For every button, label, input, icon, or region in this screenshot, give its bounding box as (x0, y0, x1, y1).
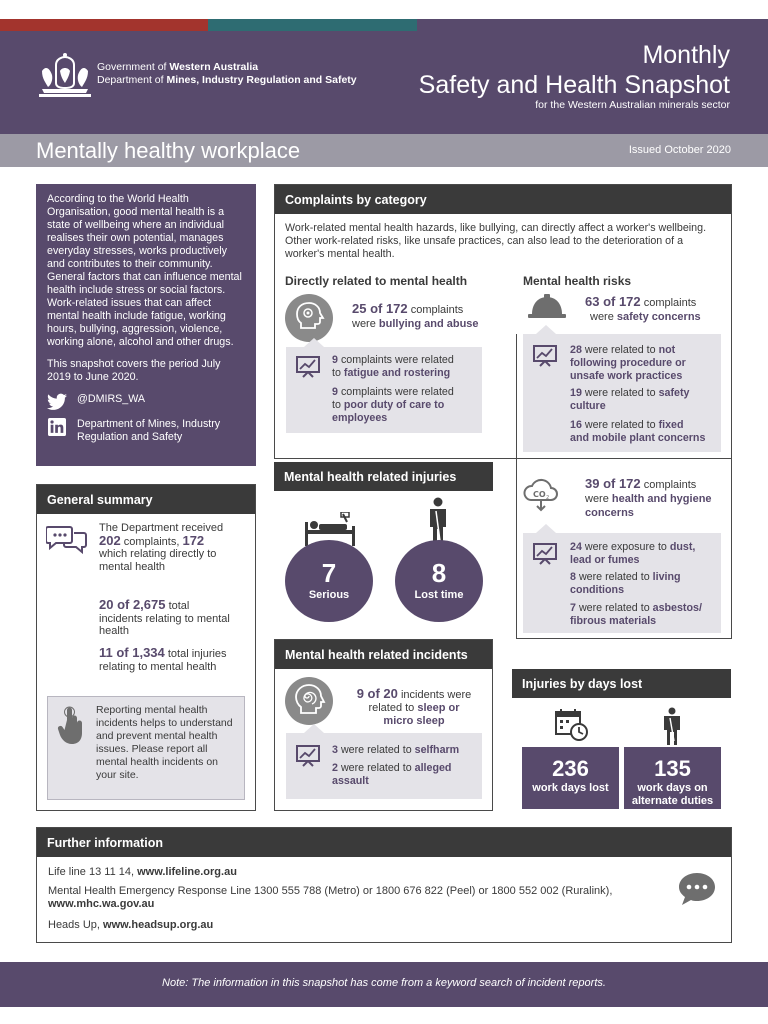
headsup-prefix: Heads Up, (48, 919, 100, 931)
pointer-direct (304, 338, 324, 347)
gov-line2-prefix: Department of (97, 74, 167, 86)
incidents-text: incidents relating to mental health (99, 612, 230, 637)
stripe-red (0, 19, 208, 31)
page-title: Mentally healthy workplace (36, 138, 301, 163)
complaints-total: 202 (99, 532, 121, 548)
mhc-link[interactable]: www.mhc.wa.gov.au (48, 898, 155, 910)
complaints-word: complaints, (123, 535, 180, 548)
risk-item2-bold1: safety (658, 387, 690, 399)
report-reminder-box (47, 696, 245, 800)
complaints-mental: 172 (182, 532, 205, 548)
incidents-line2-prefix: related to (368, 702, 415, 714)
incidents-text-first: total (168, 600, 190, 612)
headsup-link[interactable]: www.headsup.org.au (103, 919, 214, 931)
hygiene-stat-suffix: complaints (643, 479, 697, 491)
complaints-mental-text: which relating directly to mental health (99, 548, 217, 573)
general-summary-title: General summary (37, 485, 255, 514)
lifeline-line (48, 866, 237, 879)
alternate-duties-box (624, 747, 721, 809)
risks-stat-line2-bold: safety concerns (616, 311, 701, 323)
mhc-text: Mental Health Emergency Response Line 1300 555 788 (Metro) or 1800 676 822 (Peel) or 1800 552 002 (Ruralink), (48, 885, 613, 897)
header-subtitle: for the Western Australian minerals sector (535, 99, 730, 111)
linkedin-icon (47, 418, 67, 436)
further-title: Further information (37, 828, 731, 857)
hyg-item1-num: 24 (570, 541, 582, 553)
hyg-item2 (570, 571, 720, 597)
risk-item1-bold3: unsafe work practices (570, 370, 683, 382)
person-icon (661, 707, 683, 745)
complaints-title: Complaints by category (275, 185, 731, 214)
injuries-summary (99, 647, 249, 673)
hyg-item1-bold2: lead or fumes (570, 554, 640, 566)
direct-stat-line2-bold: bullying and abuse (378, 318, 479, 330)
hygiene-items-box (523, 533, 721, 633)
direct-item1-line2-prefix: to (332, 367, 341, 379)
risk-item1-bold2: following procedure or (570, 357, 686, 369)
risks-title: Mental health risks (523, 274, 632, 288)
direct-item2-text: complaints were related (340, 386, 454, 398)
risks-stat-suffix: complaints (643, 297, 697, 309)
direct-item1-text: complaints were related (340, 354, 454, 366)
risk-item1-text: were related to (584, 344, 656, 356)
work-days-lost-box (522, 747, 619, 809)
direct-stat: 25 of 172 (352, 301, 408, 316)
pointer-hygiene (536, 524, 556, 533)
color-stripe (0, 19, 768, 31)
co2-cloud-icon (521, 476, 561, 512)
incidents-stat-suffix: incidents were (400, 689, 472, 701)
incidents-items-box (286, 733, 482, 799)
injuries-title: Mental health related injuries (274, 462, 493, 491)
hygiene-line2-bold: health and hygiene (611, 493, 712, 505)
incidents-title: Mental health related incidents (275, 640, 492, 669)
hyg-item2-bold2: conditions (570, 584, 625, 596)
incidents-stat-block (352, 687, 476, 728)
general-summary-panel (36, 484, 256, 811)
serious-label: Serious (308, 589, 350, 601)
serious-num: 7 (321, 558, 337, 588)
chart-board-icon (296, 745, 320, 767)
chat-bubbles-icon (46, 524, 88, 556)
incidents-summary (99, 599, 249, 638)
hygiene-line3-bold: concerns (585, 507, 634, 519)
direct-stat-suffix: complaints (410, 304, 464, 316)
direct-stat-line2-prefix: were (352, 318, 376, 330)
risk-item3-bold1: fixed (658, 419, 684, 431)
hygiene-line2-prefix: were (585, 493, 609, 505)
direct-title: Directly related to mental health (285, 274, 468, 288)
direct-items-box (286, 347, 482, 433)
chart-board-icon (533, 345, 557, 367)
work-days-label: work days lost (532, 782, 609, 794)
lost-label: Lost time (414, 589, 464, 601)
hyg-item3 (570, 602, 720, 628)
risk-item3 (570, 419, 720, 445)
section-bar (0, 134, 768, 167)
title-line1: Monthly (642, 41, 730, 69)
risks-stat: 63 of 172 (585, 294, 641, 309)
alt-days-num: 135 (654, 756, 691, 781)
days-lost-title: Injuries by days lost (512, 669, 731, 698)
intro-box (36, 184, 256, 466)
direct-item2-num: 9 (332, 386, 338, 398)
hyg-item3-bold1: asbestos/ (652, 602, 702, 614)
gov-line2-bold: Mines, Industry Regulation and Safety (166, 74, 357, 86)
svg-text:2: 2 (546, 495, 550, 501)
complaints-intro: Work-related mental health hazards, like bullying, can directly affect a worker's wellbeing. Other work-related risks, like unsafe practices, can also lead to the deterioration of a worker's mental health. (285, 222, 707, 260)
risks-stat-block (585, 295, 701, 324)
twitter-row[interactable] (47, 393, 245, 411)
lifeline-prefix: Life line 13 11 14, (48, 866, 135, 878)
hyg-item1 (570, 541, 720, 567)
period-paragraph: This snapshot covers the period July 2019 to June 2020. (47, 358, 221, 383)
injuries-text-first: total injuries (167, 648, 227, 660)
risk-item2-text: were related to (584, 387, 656, 399)
work-days-num: 236 (552, 756, 589, 781)
injuries-text: relating to mental health (99, 660, 217, 673)
wa-crest-logo (36, 53, 94, 101)
risk-item2-bold2: culture (570, 400, 606, 412)
twitter-handle: @DMIRS_WA (77, 393, 146, 405)
incidents-item1-bold: selfharm (414, 744, 460, 756)
incidents-item2 (332, 762, 478, 788)
spiral-head-icon (285, 677, 333, 725)
stripe-purple (417, 19, 768, 31)
hyg-item3-bold2: fibrous materials (570, 615, 657, 627)
hyg-item2-text: were related to (578, 571, 650, 583)
title-line2: Safety and Health Snapshot (418, 71, 730, 99)
risk-item3-bold2: and mobile plant concerns (570, 432, 706, 444)
footer-note: Note: The information in this snapshot has come from a keyword search of incident reports. (0, 962, 768, 1007)
risk-item2 (570, 387, 720, 413)
hyg-item2-num: 8 (570, 571, 576, 583)
incidents-item1-num: 3 (332, 744, 338, 756)
direct-item1-line2-bold: fatigue and rostering (343, 367, 451, 379)
calendar-clock-icon (555, 708, 589, 742)
twitter-icon (47, 393, 67, 411)
risks-items-box (523, 334, 721, 452)
injuries-stat: 11 of 1,334 (99, 645, 165, 660)
direct-item1 (332, 354, 478, 380)
issued-date: Issued October 2020 (628, 144, 731, 156)
report-text: Reporting mental health incidents helps to understand and prevent mental health issues. Please report all mental health incidents on your site. (96, 704, 233, 781)
risk-item1 (570, 344, 720, 383)
incidents-item2-bold2: assault (332, 775, 369, 787)
received-prefix: The Department received (99, 522, 224, 534)
direct-item2-line2-prefix: to (332, 399, 341, 411)
incidents-line3-bold: micro sleep (383, 715, 445, 727)
linkedin-name: Department of Mines, Industry Regulation and Safety (77, 418, 221, 443)
risk-item2-num: 19 (570, 387, 582, 399)
incidents-item2-text: were related to (340, 762, 412, 774)
direct-item1-num: 9 (332, 354, 338, 366)
risk-item1-bold1: not (658, 344, 676, 356)
touch-hand-icon (57, 706, 85, 746)
pointer-incidents (304, 724, 324, 733)
direct-item2-line3-bold: employees (332, 412, 388, 424)
direct-stat-block (352, 302, 479, 331)
head-mind-icon (285, 294, 333, 342)
incidents-item1 (332, 744, 478, 757)
serious-circle (285, 540, 373, 622)
hyg-item3-num: 7 (570, 602, 576, 614)
mhc-line (48, 885, 648, 911)
gov-line1-bold: Western Australia (169, 61, 259, 73)
linkedin-row[interactable] (47, 418, 245, 444)
hyg-item1-bold1: dust, (669, 541, 696, 553)
pointer-risks (536, 325, 556, 334)
svg-text:CO: CO (533, 490, 546, 499)
speech-bubble-icon (677, 871, 717, 907)
hyg-item2-bold1: living (652, 571, 681, 583)
direct-item2-line2-bold: poor duty of care to (343, 399, 445, 411)
incidents-stat: 9 of 20 (356, 686, 398, 701)
incidents-item1-text: were related to (340, 744, 412, 756)
incidents-item2-bold1: alleged (414, 762, 452, 774)
incidents-stat: 20 of 2,675 (99, 597, 166, 612)
hygiene-stat: 39 of 172 (585, 476, 641, 491)
chart-board-icon (296, 356, 320, 378)
page-header (0, 31, 768, 134)
risk-item3-text: were related to (584, 419, 656, 431)
government-branding (97, 61, 357, 87)
risk-item3-num: 16 (570, 419, 582, 431)
hyg-item1-text: were exposure to (584, 541, 667, 553)
chart-board-icon (533, 543, 557, 565)
direct-item2 (332, 386, 478, 425)
lifeline-link[interactable]: www.lifeline.org.au (137, 866, 237, 878)
further-info-panel (36, 827, 732, 943)
risk-item1-num: 28 (570, 344, 582, 356)
received-summary (99, 522, 249, 573)
intro-paragraph: According to the World Health Organisation, good mental health is a state of wellbeing where an individual realises their own potential, manages everyday stresses, works productively and contributes to their community. General factors that can influence mental health include stress or social factors. Work-related issues that can affect mental health include fatigue, working hours, bullying, aggression, violence, working alone, alcohol and other drugs. (47, 193, 242, 348)
hyg-item3-text: were related to (578, 602, 650, 614)
alt-days-label1: work days on (637, 782, 708, 794)
hard-hat-icon (527, 292, 567, 322)
alt-days-label2: alternate duties (631, 795, 714, 807)
person-icon (425, 497, 451, 545)
headsup-line (48, 919, 213, 932)
stripe-teal (208, 19, 417, 31)
lost-time-circle (395, 540, 483, 622)
lost-num: 8 (431, 558, 447, 588)
incidents-line2-bold: sleep or (417, 702, 460, 714)
incidents-item2-num: 2 (332, 762, 338, 774)
hygiene-stat-block (585, 477, 712, 520)
risks-stat-line2-prefix: were (590, 311, 614, 323)
gov-line1-prefix: Government of (97, 61, 170, 73)
